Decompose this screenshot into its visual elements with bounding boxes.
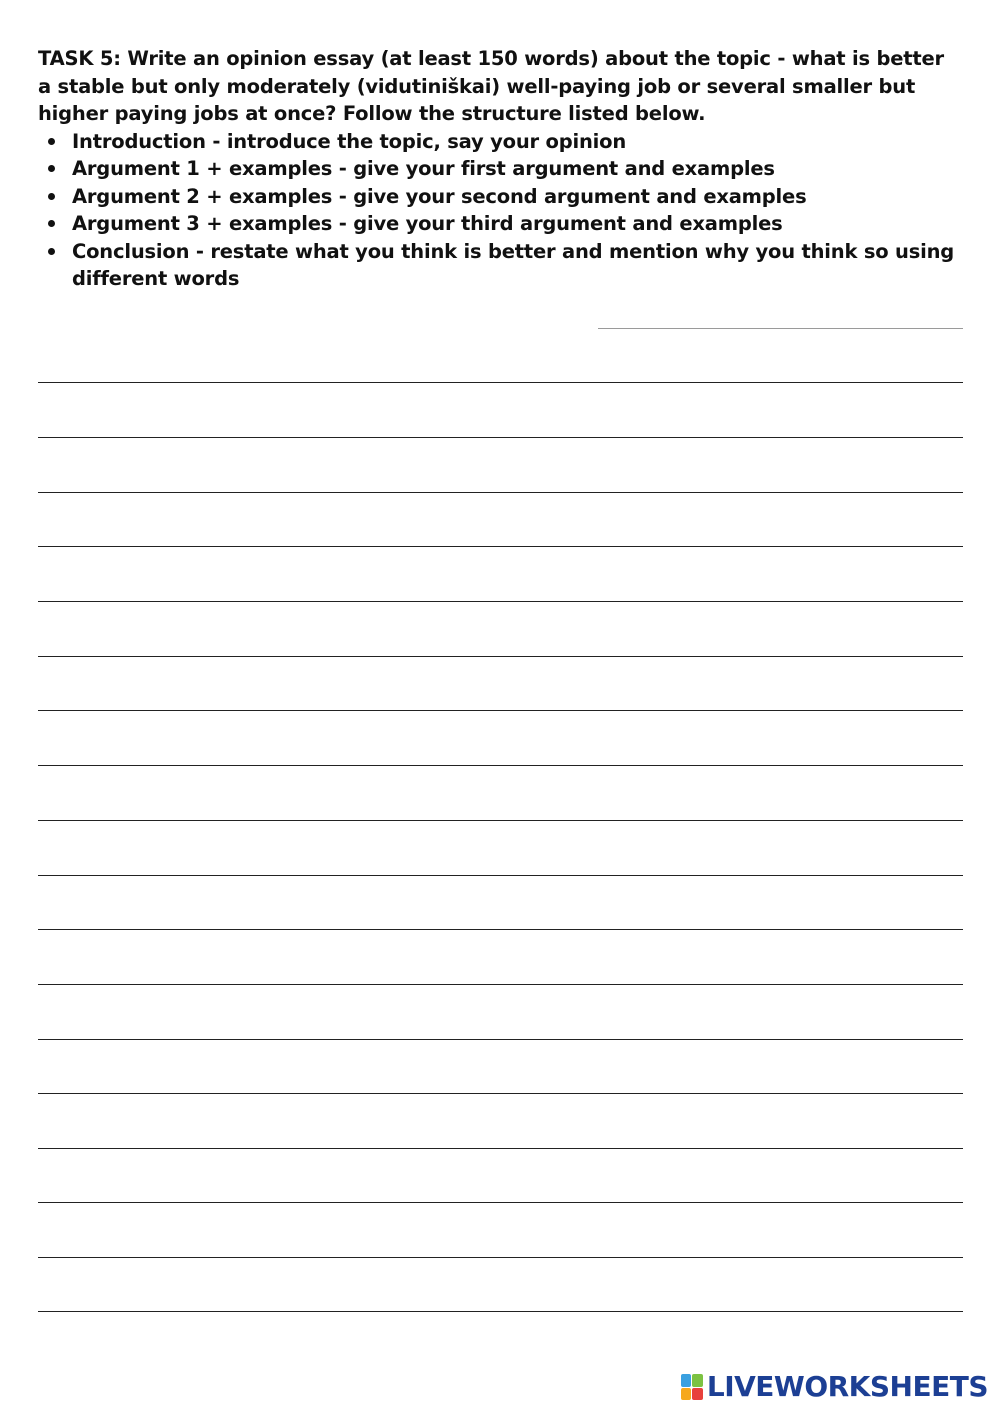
bullet-icon [48, 248, 55, 255]
writing-line [38, 1202, 963, 1203]
list-item-text: Argument 1 + examples - give your first argument and examples [72, 157, 775, 180]
list-item-text: Argument 3 + examples - give your third argument and examples [72, 212, 783, 235]
brand-footer [681, 1371, 988, 1403]
writing-line [38, 820, 963, 821]
writing-line [38, 1257, 963, 1258]
task-prompt: TASK 5: Write an opinion essay (at least 150 words) about the topic - what is better a stable but only moderately (vidutiniškai) well-paying job or several smaller but higher paying jobs at once? Follow the structure listed below. [38, 47, 944, 125]
writing-line [38, 1093, 963, 1094]
writing-line [38, 875, 963, 876]
writing-line [38, 1148, 963, 1149]
writing-line [38, 1039, 963, 1040]
writing-line [38, 929, 963, 930]
bullet-icon [48, 193, 55, 200]
list-item [38, 238, 963, 293]
writing-line [38, 492, 963, 493]
list-item [38, 128, 963, 156]
writing-line [38, 437, 963, 438]
writing-line [38, 1311, 963, 1312]
writing-line [38, 382, 963, 383]
task-instructions [38, 45, 963, 293]
list-item [38, 155, 963, 183]
writing-line [38, 984, 963, 985]
brand-name: LIVEWORKSHEETS [706, 1370, 988, 1403]
list-item [38, 183, 963, 211]
writing-line [38, 656, 963, 657]
list-item-text: Argument 2 + examples - give your second argument and examples [72, 184, 807, 208]
writing-line [598, 328, 963, 329]
writing-line [38, 710, 963, 711]
writing-line [38, 601, 963, 602]
liveworksheets-logo-icon [681, 1374, 703, 1400]
list-item [38, 210, 963, 238]
list-item-text: Conclusion - restate what you think is better and mention why you think so using different words [72, 239, 955, 290]
writing-line [38, 546, 963, 547]
bullet-icon [48, 165, 55, 172]
bullet-icon [48, 220, 55, 227]
list-item-text: Introduction - introduce the topic, say your opinion [72, 129, 627, 153]
structure-list [38, 128, 963, 293]
bullet-icon [48, 138, 55, 145]
writing-line [38, 765, 963, 766]
